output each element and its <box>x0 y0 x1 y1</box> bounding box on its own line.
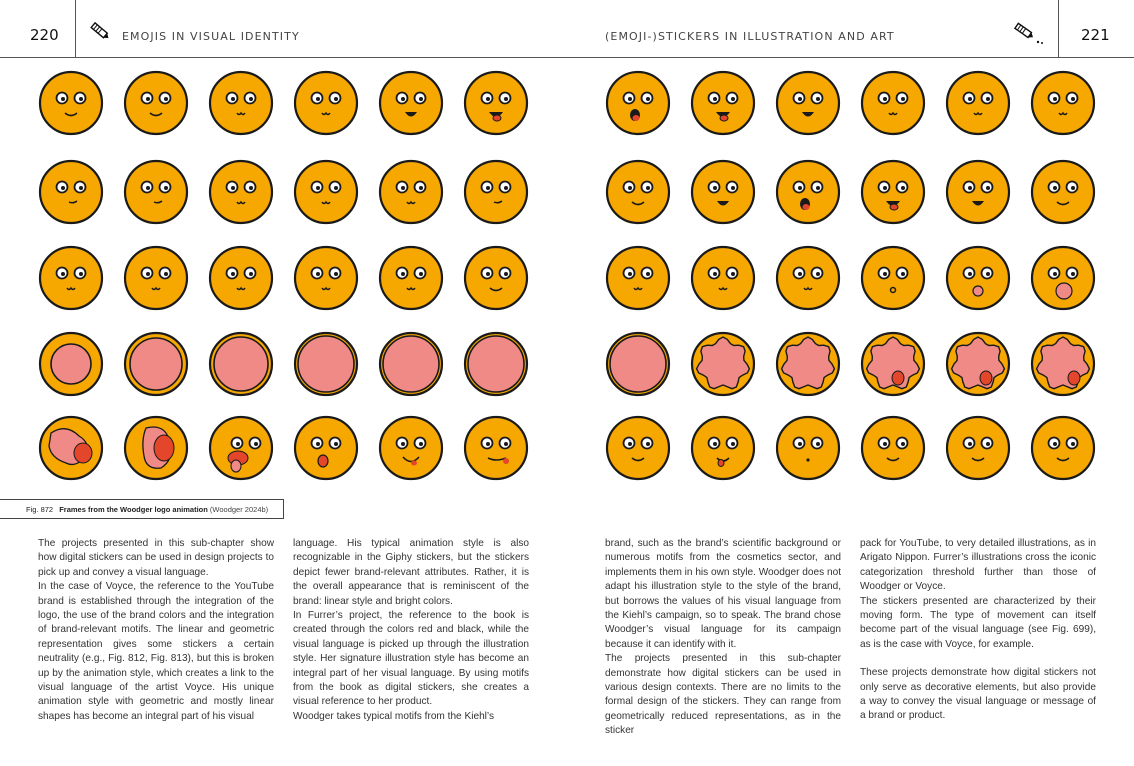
left-page-number: 220 <box>30 26 59 44</box>
text-column-1 <box>38 537 274 724</box>
emoji-frame <box>376 413 446 483</box>
emoji-frame <box>206 243 276 313</box>
emoji-frame <box>36 329 106 399</box>
emoji-frame <box>943 68 1013 138</box>
emoji-frame <box>688 68 758 138</box>
emoji-frame <box>36 157 106 227</box>
emoji-frame <box>121 68 191 138</box>
right-page-number: 221 <box>1081 26 1110 44</box>
text-column-2 <box>293 537 529 724</box>
emoji-frame <box>376 243 446 313</box>
text-column-3 <box>605 537 841 739</box>
emoji-frame <box>943 157 1013 227</box>
emoji-frame <box>291 157 361 227</box>
emoji-frame <box>688 329 758 399</box>
emoji-frame <box>376 329 446 399</box>
emoji-frame <box>121 157 191 227</box>
emoji-frame <box>461 329 531 399</box>
emoji-frame <box>206 68 276 138</box>
emoji-frame <box>36 413 106 483</box>
emoji-frame <box>121 243 191 313</box>
pencil-icon <box>88 20 112 42</box>
emoji-frame <box>688 157 758 227</box>
emoji-frame <box>1028 243 1098 313</box>
figure-source: (Woodger 2024b) <box>209 505 269 514</box>
emoji-frame <box>291 413 361 483</box>
emoji-frame <box>943 243 1013 313</box>
left-running-title: EMOJIS IN VISUAL IDENTITY <box>122 30 300 43</box>
paragraph: In Furrer’s project, the reference to the book is created through the colors red and black, while the visual language is picked up through the illustration style. Her signature illustration style has become an integral part of her visual language. By using motifs from the book as digital stickers, she creates a visual reference to her product. <box>293 610 529 708</box>
emoji-frame <box>461 157 531 227</box>
emoji-frame <box>858 329 928 399</box>
emoji-frame <box>461 413 531 483</box>
emoji-frame <box>603 68 673 138</box>
paragraph: The stickers presented are characterized by their moving form. The type of movement can itself become part of the visual language (see Fig. 699), as is the case with Voyce, for example. <box>860 595 1096 650</box>
emoji-frame <box>291 243 361 313</box>
paragraph: The projects presented in this sub-chapter show how digital stickers can be used in design projects to pick up and convey a visual language. <box>38 538 274 578</box>
emoji-frame <box>773 157 843 227</box>
emoji-frame <box>36 243 106 313</box>
emoji-frame <box>291 329 361 399</box>
page-header <box>0 0 1134 58</box>
emoji-frame <box>603 413 673 483</box>
emoji-frame <box>773 329 843 399</box>
emoji-frame <box>858 413 928 483</box>
emoji-frame <box>688 243 758 313</box>
paragraph: The projects presented in this sub-chapter demonstrate how digital stickers can be used in various design contexts. There are no limits to the formal design of the stickers. They can range from geometrically reduced representations, as in the sticker <box>605 653 841 737</box>
emoji-frame <box>376 157 446 227</box>
emoji-frame <box>603 243 673 313</box>
emoji-frame <box>773 243 843 313</box>
emoji-frame <box>1028 157 1098 227</box>
text-column-4 <box>860 537 1096 724</box>
paragraph: These projects demonstrate how digital stickers not only serve as decorative elements, but also provide a way to convey the visual language or message of a brand or product. <box>860 667 1096 722</box>
header-divider-left <box>75 0 76 57</box>
emoji-frame <box>1028 413 1098 483</box>
paragraph: pack for YouTube, to very detailed illustrations, as in Arigato Nippon. Furrer’s illustrations cross the iconic categorization threshold further than those of Woodger or Voyce. <box>860 538 1096 593</box>
pencil-icon <box>1012 20 1046 46</box>
header-divider-right <box>1058 0 1059 57</box>
paragraph: In the case of Voyce, the reference to the YouTube brand is established through the integration of the logo, the use of the brand colors and the integration of brand-relevant motifs. The linear and geometric representation gives some stickers a certain neutrality (e.g., Fig. 812, Fig. 813), but this is broken up by the animation style, which creates a link to the visual language of the artist Voyce. His unique animation style with geometric and mostly linear shapes has become an integral part of his visual <box>38 581 274 722</box>
emoji-frame <box>943 329 1013 399</box>
emoji-frame <box>376 68 446 138</box>
emoji-frame <box>291 68 361 138</box>
emoji-frame <box>773 413 843 483</box>
emoji-frame <box>603 329 673 399</box>
emoji-frame <box>206 157 276 227</box>
emoji-frame <box>688 413 758 483</box>
emoji-frame <box>36 68 106 138</box>
emoji-frame <box>121 329 191 399</box>
emoji-frame <box>1028 329 1098 399</box>
emoji-frame <box>603 157 673 227</box>
paragraph: Woodger takes typical motifs from the Kiehl’s <box>293 710 495 722</box>
emoji-frame <box>121 413 191 483</box>
emoji-frame <box>858 243 928 313</box>
emoji-frame <box>773 68 843 138</box>
emoji-frame <box>1028 68 1098 138</box>
emoji-frame <box>206 329 276 399</box>
right-running-title: (EMOJI-)STICKERS IN ILLUSTRATION AND ART <box>605 30 895 43</box>
emoji-frame <box>461 68 531 138</box>
emoji-frame <box>858 157 928 227</box>
figure-label: Fig. 872 <box>26 505 54 514</box>
paragraph: language. His typical animation style is also recognizable in the Giphy stickers, but the stickers depict fewer brand-relevant attributes. Rather, it is the overall appearance that is reminiscent of the brand: linear style and bright colors. <box>293 538 529 607</box>
emoji-frame <box>943 413 1013 483</box>
figure-caption <box>0 499 284 519</box>
emoji-frame <box>206 413 276 483</box>
emoji-frame <box>461 243 531 313</box>
figure-title: Frames from the Woodger logo animation <box>59 505 208 514</box>
emoji-frame <box>858 68 928 138</box>
paragraph: brand, such as the brand’s scientific background or numerous motifs from the cosmetics sector, and implements them in his own style. Woodger does not adapt his illustration style to the style of the brand, but borrows the values of his visual language from the Kiehl’s campaign, so to speak. The brand chose Woodger’s visual language for its campaign because it can identify with it. <box>605 538 842 650</box>
